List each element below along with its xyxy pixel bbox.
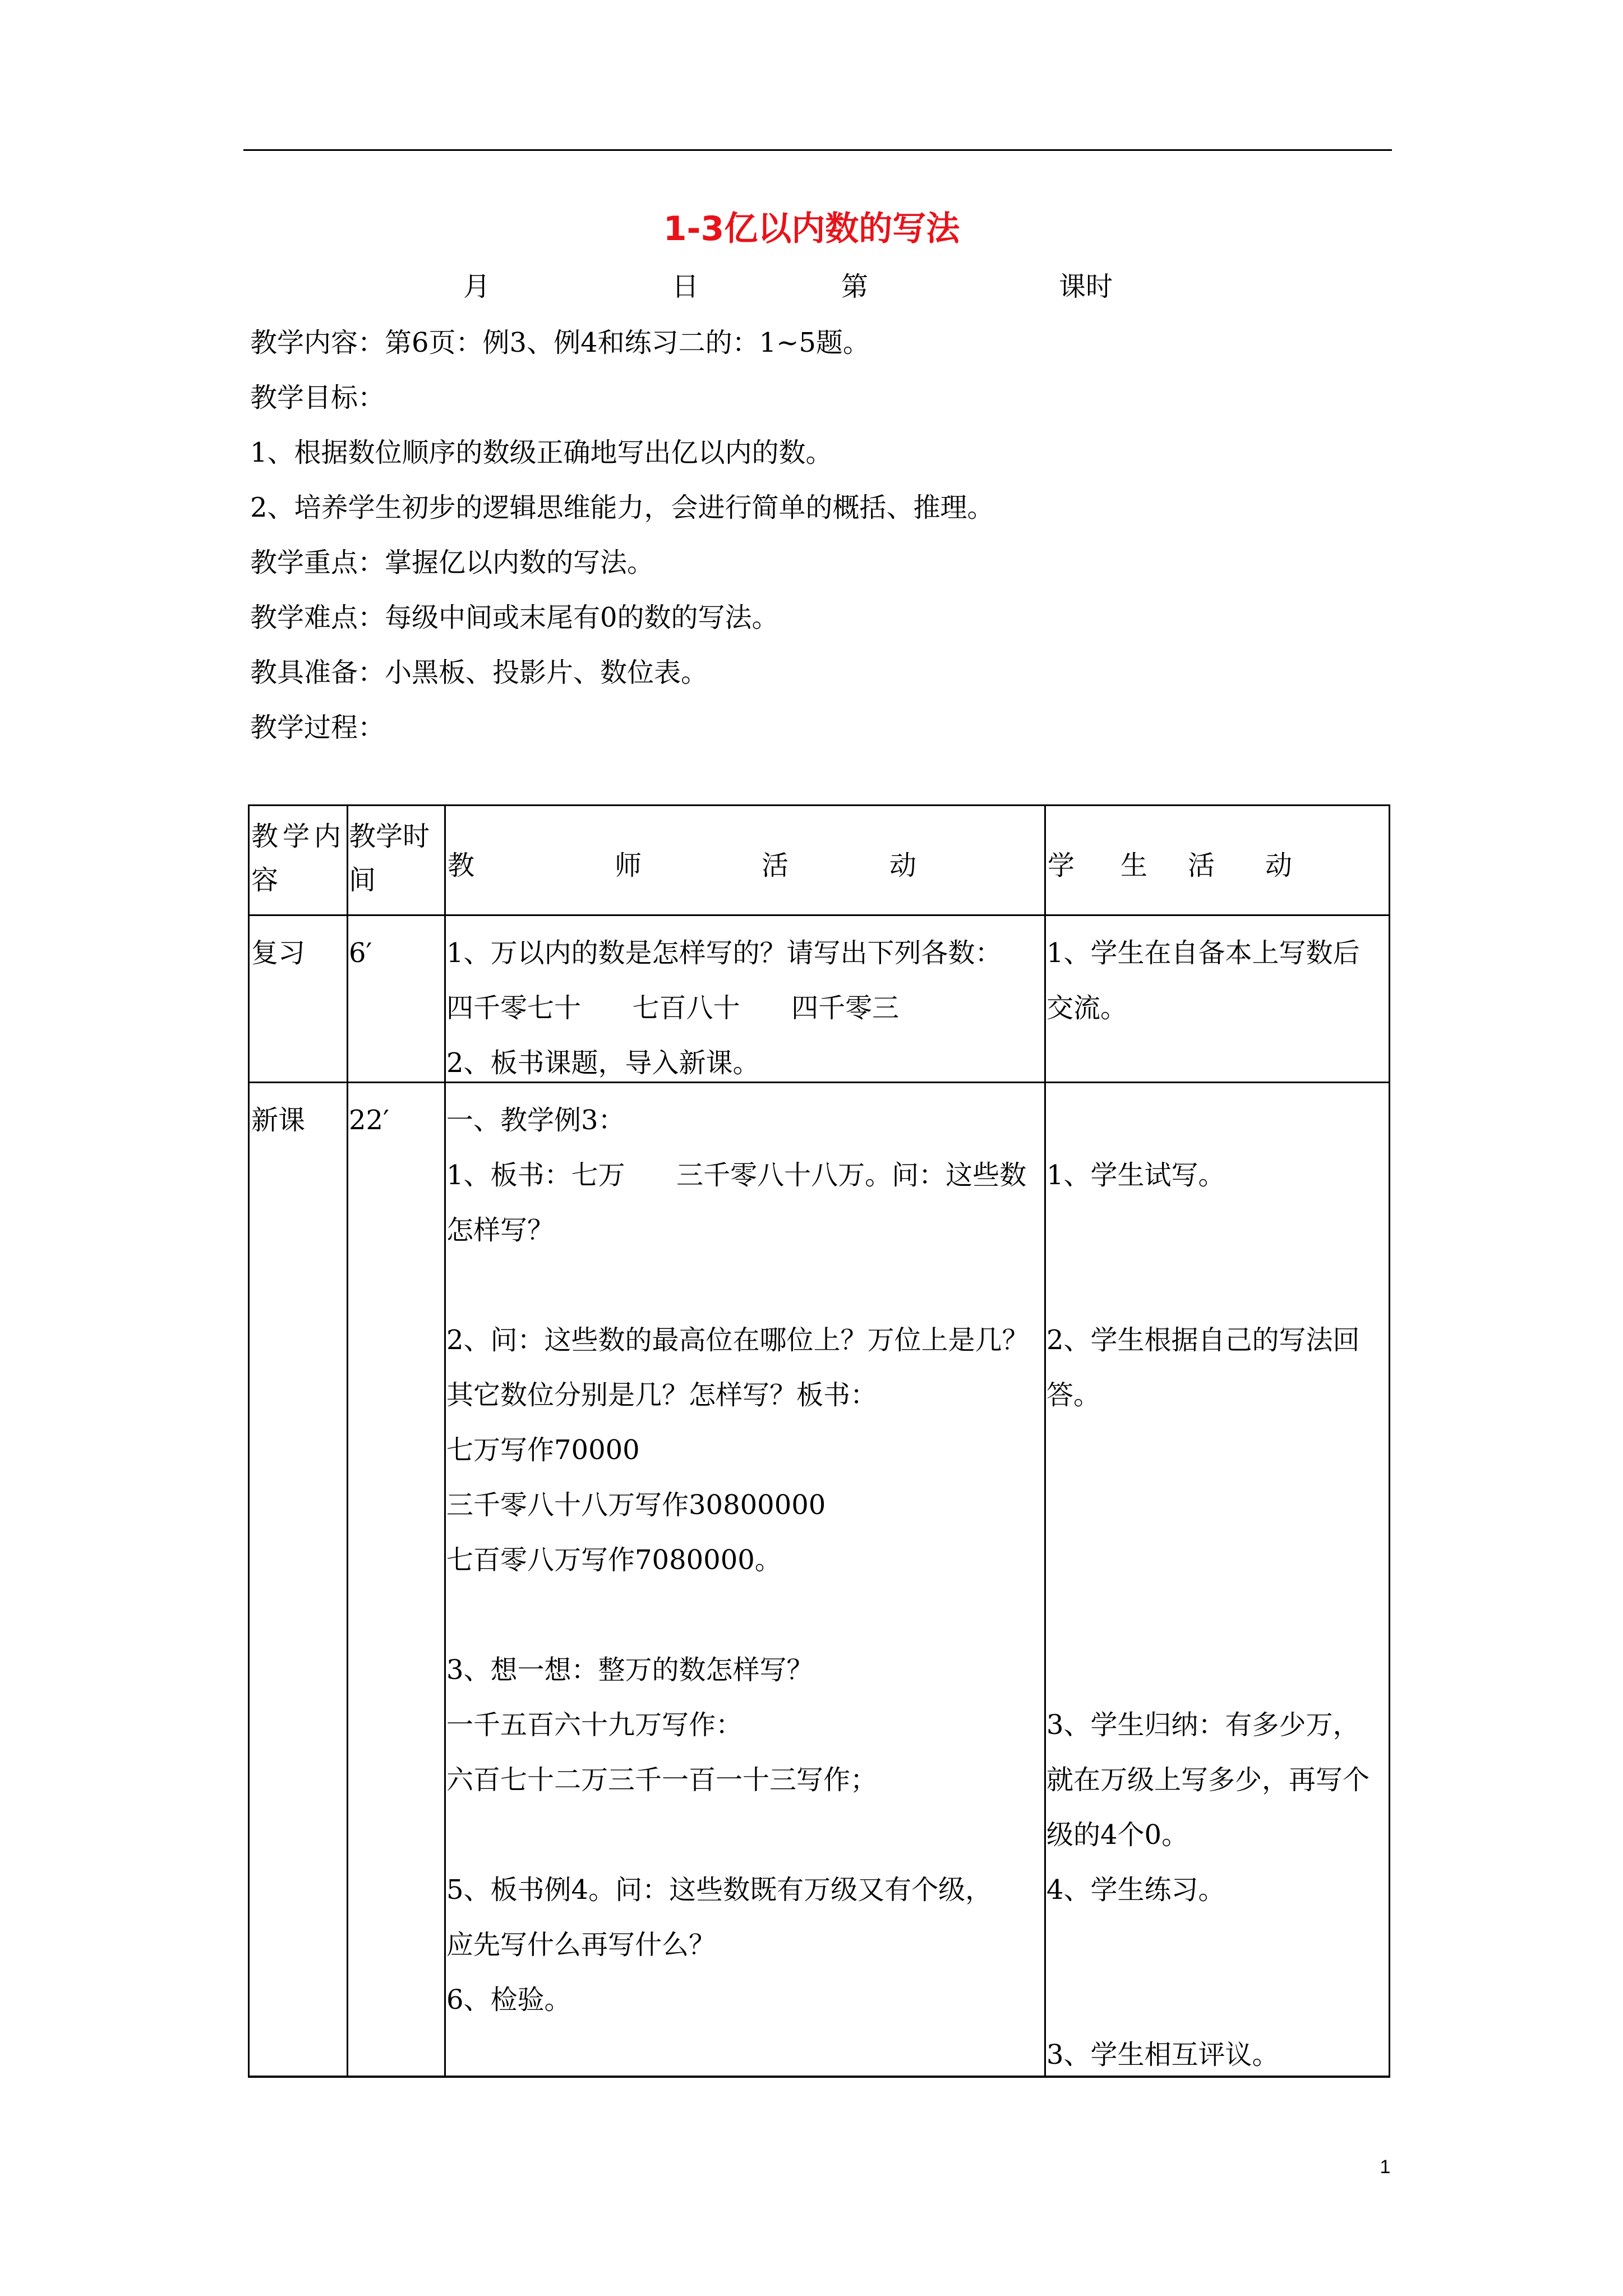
row-new-student-line: 答。	[1046, 1379, 1101, 1411]
objective-heading: 教学目标：	[250, 382, 385, 413]
header-student	[1048, 838, 1384, 881]
row-new-teacher-line: 三千零八十八万写作30800000	[446, 1489, 826, 1521]
header-teacher-char-1: 教	[448, 850, 475, 881]
row-new-teacher-line: 一千五百六十九万写作：	[446, 1709, 743, 1741]
row-new-content: 新课	[251, 1105, 306, 1136]
header-teacher-char-4: 动	[889, 850, 917, 881]
header-time	[349, 815, 443, 902]
row-new-teacher-line: 3、想一想：整万的数怎样写？	[446, 1654, 814, 1686]
table-col-rule-1	[347, 804, 348, 2078]
page-number: 1	[1380, 2156, 1391, 2178]
row-new-student-line: 级的4个0。	[1046, 1819, 1189, 1851]
row-review-time: 6′	[349, 937, 372, 969]
tools: 教具准备：小黑板、投影片、数位表。	[250, 657, 708, 688]
row-new-teacher-line: 6、检验。	[446, 1984, 571, 2016]
row-new-student-line	[1046, 1642, 1387, 1697]
row-new-teacher-line: 七百零八万写作7080000。	[446, 1544, 782, 1576]
row-new-student-line	[1046, 1588, 1387, 1642]
row-review-teacher-line: 2、板书课题，导入新课。	[446, 1047, 760, 1079]
row-new-student-line: 1、学生试写。	[1046, 1159, 1225, 1191]
row-new-student-line: 3、学生相互评议。	[1046, 2039, 1279, 2070]
row-new-student-line	[1046, 1258, 1387, 1313]
row-new-teacher-line: 其它数位分别是几？怎样写？板书：	[446, 1379, 878, 1411]
row-review-student-line: 1、学生在自备本上写数后	[1046, 937, 1360, 969]
key-point: 教学重点：掌握亿以内数的写法。	[250, 547, 654, 578]
header-teacher	[448, 838, 1042, 881]
date-month: 月	[463, 271, 491, 302]
row-new-teacher-line: 应先写什么再写什么？	[446, 1929, 716, 1961]
row-new-student-line	[1046, 1917, 1387, 1972]
row-new-teacher	[446, 1093, 1043, 2027]
row-new-teacher-line: 六百七十二万三千一百一十三写作；	[446, 1764, 878, 1796]
header-student-char-3: 活	[1188, 850, 1215, 881]
date-nth: 第	[841, 271, 869, 302]
header-content-line2: 容	[251, 864, 279, 896]
row-new-teacher-line	[446, 1258, 1043, 1313]
row-new-teacher-line: 七万写作70000	[446, 1434, 640, 1466]
date-period: 课时	[1059, 271, 1113, 302]
header-student-char-1: 学	[1048, 850, 1075, 881]
row-new-teacher-line: 5、板书例4。问：这些数既有万级又有个级，	[446, 1874, 993, 1906]
objective-2: 2、培养学生初步的逻辑思维能力，会进行简单的概括、推理。	[250, 492, 994, 523]
table-border-top	[248, 804, 1390, 806]
table-col-rule-2	[444, 804, 446, 2078]
process-heading: 教学过程：	[250, 712, 385, 743]
row-new-student-line	[1046, 1478, 1387, 1533]
header-teacher-char-3: 活	[762, 850, 789, 881]
table-border-right	[1389, 804, 1390, 2078]
header-content	[251, 815, 345, 902]
table-border-left	[248, 804, 250, 2078]
row-review-student	[1046, 926, 1387, 1036]
row-new-student-line	[1046, 1093, 1387, 1148]
header-time-line2: 间	[349, 864, 376, 896]
teaching-content: 教学内容：第6页：例3、例4和练习二的：1~5题。	[250, 327, 870, 358]
objective-1: 1、根据数位顺序的数级正确地写出亿以内的数。	[250, 437, 833, 468]
row-review-student-line: 交流。	[1046, 992, 1128, 1024]
row-new-teacher-line: 一、教学例3：	[446, 1105, 625, 1136]
row-new-student-line: 4、学生练习。	[1046, 1874, 1225, 1906]
difficulty: 教学难点：每级中间或末尾有0的数的写法。	[250, 602, 779, 633]
row-new-teacher-line: 1、板书：七万 三千零八十八万。问：这些数	[446, 1159, 1027, 1191]
row-new-student-line: 3、学生归纳：有多少万，	[1046, 1709, 1360, 1741]
table-rule-header	[248, 914, 1390, 916]
row-new-student	[1046, 1093, 1387, 2082]
date-day: 日	[672, 271, 699, 302]
row-new-teacher-line: 怎样写？	[446, 1214, 555, 1246]
row-review-teacher-line: 1、万以内的数是怎样写的？请写出下列各数：	[446, 937, 1002, 969]
header-student-char-2: 生	[1121, 850, 1148, 881]
header-time-line1: 教学时	[349, 821, 430, 852]
header-rule	[243, 149, 1392, 151]
row-new-student-line: 就在万级上写多少，再写个	[1046, 1764, 1370, 1796]
row-new-student-line	[1046, 1533, 1387, 1588]
row-new-time: 22′	[349, 1105, 389, 1136]
row-new-student-line	[1046, 1203, 1387, 1258]
header-student-char-4: 动	[1265, 850, 1293, 881]
row-new-teacher-line	[446, 1807, 1043, 1862]
row-new-student-line: 2、学生根据自己的写法回	[1046, 1324, 1360, 1356]
row-review-content: 复习	[251, 937, 306, 969]
row-review-teacher	[446, 926, 1043, 1091]
row-new-student-line	[1046, 1423, 1387, 1478]
row-new-teacher-line: 2、问：这些数的最高位在哪位上？万位上是几？	[446, 1324, 1029, 1356]
header-content-line1: 教学内	[251, 821, 346, 852]
page-title: 1-3亿以内数的写法	[663, 209, 960, 249]
table-col-rule-3	[1044, 804, 1046, 2078]
header-teacher-char-2: 师	[615, 850, 642, 881]
row-new-teacher-line	[446, 1588, 1043, 1642]
row-new-student-line	[1046, 1972, 1387, 2027]
row-review-teacher-line: 四千零七十 七百八十 四千零三	[446, 992, 900, 1024]
